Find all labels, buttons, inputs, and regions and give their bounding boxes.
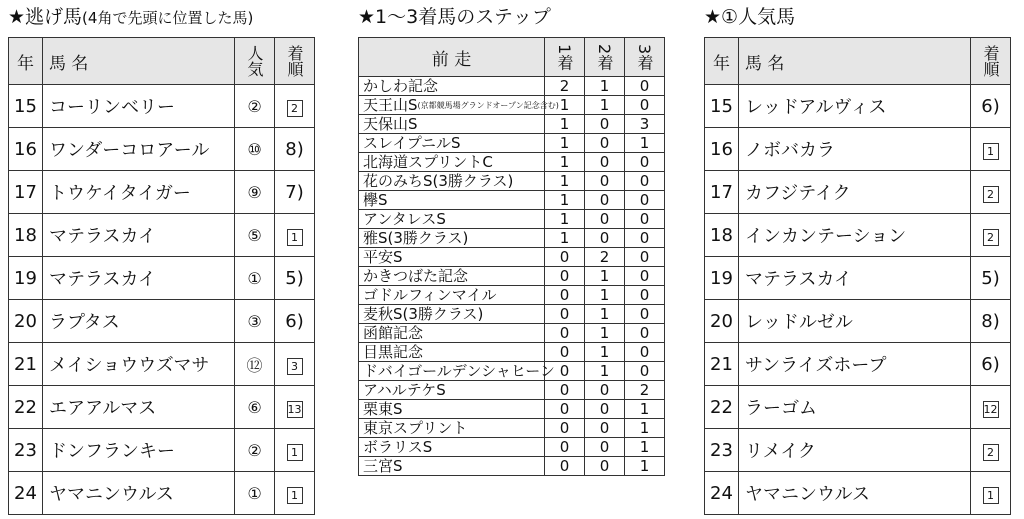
finish-cell xyxy=(971,214,1011,257)
year-cell: 22 xyxy=(705,386,739,429)
previous-race-cell xyxy=(359,248,545,267)
header-second xyxy=(585,38,625,77)
popularity-value: ① xyxy=(247,483,262,503)
previous-race-cell xyxy=(359,438,545,457)
horse-name-cell: トウケイタイガー xyxy=(43,171,235,214)
table-row xyxy=(359,343,665,362)
year-cell: 19 xyxy=(705,257,739,300)
race-name: 三宮S xyxy=(363,457,403,475)
first-count-cell: 0 xyxy=(545,267,585,286)
third-count-cell: 0 xyxy=(625,172,665,191)
table-row xyxy=(359,286,665,305)
third-count-cell: 0 xyxy=(625,343,665,362)
table-row xyxy=(359,191,665,210)
escape-horses-table xyxy=(8,37,315,515)
second-count-cell: 0 xyxy=(585,229,625,248)
first-count-cell: 1 xyxy=(545,210,585,229)
table-row xyxy=(705,214,1011,257)
previous-race-cell xyxy=(359,229,545,248)
second-count-cell: 1 xyxy=(585,362,625,381)
horse-name-cell: ドンフランキー xyxy=(43,429,235,472)
finish-value: 3 xyxy=(287,358,303,375)
horse-name-cell: ワンダーコロアール xyxy=(43,128,235,171)
third-count-cell: 0 xyxy=(625,191,665,210)
second-count-cell: 0 xyxy=(585,210,625,229)
horse-name-cell: リメイク xyxy=(739,429,971,472)
header-previous-race: 前 走 xyxy=(359,38,545,77)
header-name: 馬 名 xyxy=(43,38,235,85)
year-cell: 20 xyxy=(9,300,43,343)
year-cell: 18 xyxy=(705,214,739,257)
first-count-cell: 0 xyxy=(545,438,585,457)
horse-name-cell: レッドアルヴィス xyxy=(739,85,971,128)
finish-value: 1 xyxy=(287,487,303,504)
popularity-cell xyxy=(235,300,275,343)
year-cell: 17 xyxy=(9,171,43,214)
popularity-cell xyxy=(235,214,275,257)
finish-value: 8) xyxy=(285,138,304,160)
table-row xyxy=(9,300,315,343)
first-count-cell: 0 xyxy=(545,419,585,438)
escape-title-sub: (4角で先頭に位置した馬) xyxy=(82,9,254,27)
horse-name-cell: メイショウウズマサ xyxy=(43,343,235,386)
horse-name-cell: カフジテイク xyxy=(739,171,971,214)
finish-cell xyxy=(275,85,315,128)
third-count-cell: 0 xyxy=(625,362,665,381)
header-finish-label: 着順 xyxy=(981,45,1000,77)
escape-title-main: ★逃げ馬 xyxy=(8,6,83,28)
previous-race-cell xyxy=(359,400,545,419)
year-cell: 15 xyxy=(9,85,43,128)
table-row xyxy=(705,386,1011,429)
first-count-cell: 0 xyxy=(545,381,585,400)
table-row xyxy=(359,305,665,324)
table-row xyxy=(359,96,665,115)
table-row xyxy=(359,248,665,267)
horse-name-cell: ヤマニンウルス xyxy=(43,472,235,515)
escape-horses-title xyxy=(8,4,253,31)
finish-cell xyxy=(971,171,1011,214)
header-finish xyxy=(971,38,1011,85)
horse-name-cell: マテラスカイ xyxy=(43,257,235,300)
race-name: 函館記念 xyxy=(363,324,424,342)
finish-value: 8) xyxy=(981,310,1000,332)
finish-value: 2 xyxy=(983,444,999,461)
table-header-row xyxy=(705,38,1011,85)
header-first-label: 1着 xyxy=(555,43,574,71)
race-name: 天保山S xyxy=(363,115,418,133)
finish-cell xyxy=(971,343,1011,386)
finish-cell xyxy=(275,171,315,214)
table-row xyxy=(359,229,665,248)
horse-name-cell: サンライズホープ xyxy=(739,343,971,386)
table-row xyxy=(9,472,315,515)
finish-cell xyxy=(971,257,1011,300)
year-cell: 20 xyxy=(705,300,739,343)
previous-race-cell xyxy=(359,172,545,191)
horse-name-cell: ノボバカラ xyxy=(739,128,971,171)
popularity-value: ⑩ xyxy=(247,139,262,159)
third-count-cell: 2 xyxy=(625,381,665,400)
second-count-cell: 2 xyxy=(585,248,625,267)
finish-cell xyxy=(971,85,1011,128)
previous-race-cell xyxy=(359,77,545,96)
second-count-cell: 0 xyxy=(585,153,625,172)
table-header-row xyxy=(9,38,315,85)
race-name: アハルテケS xyxy=(363,381,446,399)
first-count-cell: 0 xyxy=(545,248,585,267)
first-count-cell: 0 xyxy=(545,457,585,476)
second-count-cell: 1 xyxy=(585,305,625,324)
year-cell: 24 xyxy=(9,472,43,515)
finish-value: 2 xyxy=(287,100,303,117)
first-count-cell: 1 xyxy=(545,153,585,172)
year-cell: 23 xyxy=(705,429,739,472)
finish-cell xyxy=(275,257,315,300)
race-name: 麦秋S(3勝クラス) xyxy=(363,305,484,323)
finish-cell xyxy=(971,472,1011,515)
third-count-cell: 0 xyxy=(625,305,665,324)
race-name: 平安S xyxy=(363,248,403,266)
horse-name-cell: レッドルゼル xyxy=(739,300,971,343)
finish-cell xyxy=(275,429,315,472)
table-row xyxy=(705,171,1011,214)
table-row xyxy=(359,267,665,286)
header-second-label: 2着 xyxy=(595,43,614,71)
race-name: 北海道スプリントC xyxy=(363,153,493,171)
horse-name-cell: マテラスカイ xyxy=(43,214,235,257)
finish-value: 12 xyxy=(983,402,998,416)
popularity-value: ⑨ xyxy=(247,182,262,202)
table-row xyxy=(9,386,315,429)
first-count-cell: 1 xyxy=(545,134,585,153)
third-count-cell: 0 xyxy=(625,324,665,343)
header-popularity-label: 人気 xyxy=(245,45,264,77)
popularity-cell xyxy=(235,171,275,214)
third-count-cell: 0 xyxy=(625,267,665,286)
second-count-cell: 1 xyxy=(585,267,625,286)
previous-race-cell xyxy=(359,191,545,210)
first-count-cell: 1 xyxy=(545,172,585,191)
previous-race-cell xyxy=(359,286,545,305)
first-count-cell: 1 xyxy=(545,229,585,248)
finish-value: 13 xyxy=(287,402,302,416)
header-finish xyxy=(275,38,315,85)
finish-cell xyxy=(275,386,315,429)
horse-name-cell: マテラスカイ xyxy=(739,257,971,300)
previous-race-cell xyxy=(359,267,545,286)
finish-cell xyxy=(971,128,1011,171)
previous-race-cell xyxy=(359,153,545,172)
horse-name-cell: ラーゴム xyxy=(739,386,971,429)
race-name: スレイプニルS xyxy=(363,134,461,152)
second-count-cell: 1 xyxy=(585,286,625,305)
table-row xyxy=(359,381,665,400)
table-row xyxy=(359,324,665,343)
race-name: かしわ記念 xyxy=(363,77,439,95)
first-count-cell: 1 xyxy=(545,96,585,115)
race-name: 欅S xyxy=(363,191,388,209)
header-year: 年 xyxy=(705,38,739,85)
second-count-cell: 1 xyxy=(585,96,625,115)
table-row xyxy=(705,343,1011,386)
horse-name-cell: ヤマニンウルス xyxy=(739,472,971,515)
race-name: 花のみちS(3勝クラス) xyxy=(363,172,514,190)
finish-value: 6) xyxy=(285,310,304,332)
first-count-cell: 0 xyxy=(545,286,585,305)
header-name: 馬 名 xyxy=(739,38,971,85)
horse-name-cell: インカンテーション xyxy=(739,214,971,257)
previous-race-cell xyxy=(359,115,545,134)
horse-name-cell: エアアルマス xyxy=(43,386,235,429)
year-cell: 16 xyxy=(705,128,739,171)
second-count-cell: 0 xyxy=(585,115,625,134)
year-cell: 16 xyxy=(9,128,43,171)
finish-value: 5) xyxy=(981,267,1000,289)
finish-value: 6) xyxy=(981,353,1000,375)
header-third xyxy=(625,38,665,77)
popularity-cell xyxy=(235,429,275,472)
popularity-value: ② xyxy=(247,96,262,116)
finish-cell xyxy=(971,429,1011,472)
finish-value: 1 xyxy=(287,444,303,461)
finish-value: 6) xyxy=(981,95,1000,117)
table-row xyxy=(9,343,315,386)
second-count-cell: 0 xyxy=(585,381,625,400)
popularity-cell xyxy=(235,128,275,171)
second-count-cell: 0 xyxy=(585,457,625,476)
table-row xyxy=(9,429,315,472)
previous-race-cell xyxy=(359,324,545,343)
table-row xyxy=(359,457,665,476)
year-cell: 15 xyxy=(705,85,739,128)
third-count-cell: 1 xyxy=(625,419,665,438)
table-header-row xyxy=(359,38,665,77)
steps-title: ★1〜3着馬のステップ xyxy=(358,6,551,28)
second-count-cell: 0 xyxy=(585,134,625,153)
table-row xyxy=(705,128,1011,171)
table-row xyxy=(359,400,665,419)
header-first xyxy=(545,38,585,77)
race-name: ゴドルフィンマイル xyxy=(363,286,497,304)
table-row xyxy=(9,128,315,171)
race-name: 目黒記念 xyxy=(363,343,424,361)
first-count-cell: 1 xyxy=(545,115,585,134)
finish-cell xyxy=(275,472,315,515)
previous-race-cell xyxy=(359,210,545,229)
second-count-cell: 0 xyxy=(585,438,625,457)
first-count-cell: 2 xyxy=(545,77,585,96)
table-row xyxy=(705,85,1011,128)
third-count-cell: 3 xyxy=(625,115,665,134)
first-count-cell: 1 xyxy=(545,191,585,210)
table-row xyxy=(9,171,315,214)
popularity-value: ② xyxy=(247,440,262,460)
third-count-cell: 0 xyxy=(625,286,665,305)
table-row xyxy=(9,85,315,128)
race-name: 天王山S xyxy=(363,96,418,114)
popularity-value: ⑫ xyxy=(246,355,263,375)
first-count-cell: 0 xyxy=(545,343,585,362)
finish-cell xyxy=(275,300,315,343)
finish-cell xyxy=(971,386,1011,429)
race-name: ドバイゴールデンシャヒーン xyxy=(363,362,555,380)
first-count-cell: 0 xyxy=(545,362,585,381)
previous-race-cell xyxy=(359,419,545,438)
table-row xyxy=(705,257,1011,300)
third-count-cell: 1 xyxy=(625,457,665,476)
race-name: アンタレスS xyxy=(363,210,446,228)
table-row xyxy=(359,77,665,96)
popularity-value: ⑥ xyxy=(247,397,262,417)
race-name: ボラリスS xyxy=(363,438,433,456)
popularity-cell xyxy=(235,343,275,386)
first-count-cell: 0 xyxy=(545,305,585,324)
third-count-cell: 0 xyxy=(625,77,665,96)
previous-race-cell xyxy=(359,134,545,153)
finish-value: 2 xyxy=(983,186,999,203)
header-popularity xyxy=(235,38,275,85)
finish-cell xyxy=(971,300,1011,343)
third-count-cell: 1 xyxy=(625,438,665,457)
steps-table xyxy=(358,37,665,476)
table-row xyxy=(359,172,665,191)
race-name: 栗東S xyxy=(363,400,403,418)
finish-cell xyxy=(275,343,315,386)
table-row xyxy=(705,429,1011,472)
horse-name-cell: コーリンベリー xyxy=(43,85,235,128)
previous-race-cell xyxy=(359,96,559,115)
finish-cell xyxy=(275,214,315,257)
year-cell: 17 xyxy=(705,171,739,214)
third-count-cell: 0 xyxy=(625,248,665,267)
finish-value: 1 xyxy=(983,143,999,160)
third-count-cell: 0 xyxy=(625,96,665,115)
third-count-cell: 0 xyxy=(625,229,665,248)
third-count-cell: 1 xyxy=(625,400,665,419)
popularity-cell xyxy=(235,257,275,300)
table-row xyxy=(359,153,665,172)
year-cell: 21 xyxy=(9,343,43,386)
table-row xyxy=(359,134,665,153)
popularity-value: ⑤ xyxy=(247,225,262,245)
popularity-cell xyxy=(235,386,275,429)
table-row xyxy=(705,472,1011,515)
race-name: 雅S(3勝クラス) xyxy=(363,229,469,247)
second-count-cell: 0 xyxy=(585,191,625,210)
table-row xyxy=(705,300,1011,343)
finish-cell xyxy=(275,128,315,171)
popularity-cell xyxy=(235,85,275,128)
previous-race-cell xyxy=(359,343,545,362)
year-cell: 23 xyxy=(9,429,43,472)
table-row xyxy=(359,115,665,134)
year-cell: 19 xyxy=(9,257,43,300)
favorite-title: ★①人気馬 xyxy=(704,6,796,28)
header-third-label: 3着 xyxy=(635,43,654,71)
table-row xyxy=(359,438,665,457)
popularity-value: ③ xyxy=(247,311,262,331)
year-cell: 21 xyxy=(705,343,739,386)
popularity-value: ① xyxy=(247,268,262,288)
horse-name-cell: ラプタス xyxy=(43,300,235,343)
second-count-cell: 1 xyxy=(585,77,625,96)
second-count-cell: 1 xyxy=(585,324,625,343)
race-name: 東京スプリント xyxy=(363,419,468,437)
favorite-horses-table xyxy=(704,37,1011,515)
second-count-cell: 0 xyxy=(585,172,625,191)
previous-race-cell xyxy=(359,362,555,381)
second-count-cell: 0 xyxy=(585,400,625,419)
first-count-cell: 0 xyxy=(545,324,585,343)
year-cell: 18 xyxy=(9,214,43,257)
finish-value: 5) xyxy=(285,267,304,289)
race-name: かきつばた記念 xyxy=(363,267,469,285)
table-row xyxy=(359,419,665,438)
finish-value: 1 xyxy=(983,487,999,504)
race-note: (京都競馬場グランドオープン記念含む) xyxy=(417,100,559,110)
third-count-cell: 0 xyxy=(625,210,665,229)
first-count-cell: 0 xyxy=(545,400,585,419)
third-count-cell: 1 xyxy=(625,134,665,153)
finish-value: 1 xyxy=(287,229,303,246)
third-count-cell: 0 xyxy=(625,153,665,172)
table-row xyxy=(9,257,315,300)
table-row xyxy=(359,362,665,381)
finish-value: 7) xyxy=(285,181,304,203)
previous-race-cell xyxy=(359,381,545,400)
second-count-cell: 1 xyxy=(585,343,625,362)
table-row xyxy=(9,214,315,257)
finish-value: 2 xyxy=(983,229,999,246)
popularity-cell xyxy=(235,472,275,515)
table-row xyxy=(359,210,665,229)
previous-race-cell xyxy=(359,305,545,324)
year-cell: 22 xyxy=(9,386,43,429)
second-count-cell: 0 xyxy=(585,419,625,438)
previous-race-cell xyxy=(359,457,545,476)
header-finish-label: 着順 xyxy=(285,45,304,77)
header-year: 年 xyxy=(9,38,43,85)
year-cell: 24 xyxy=(705,472,739,515)
